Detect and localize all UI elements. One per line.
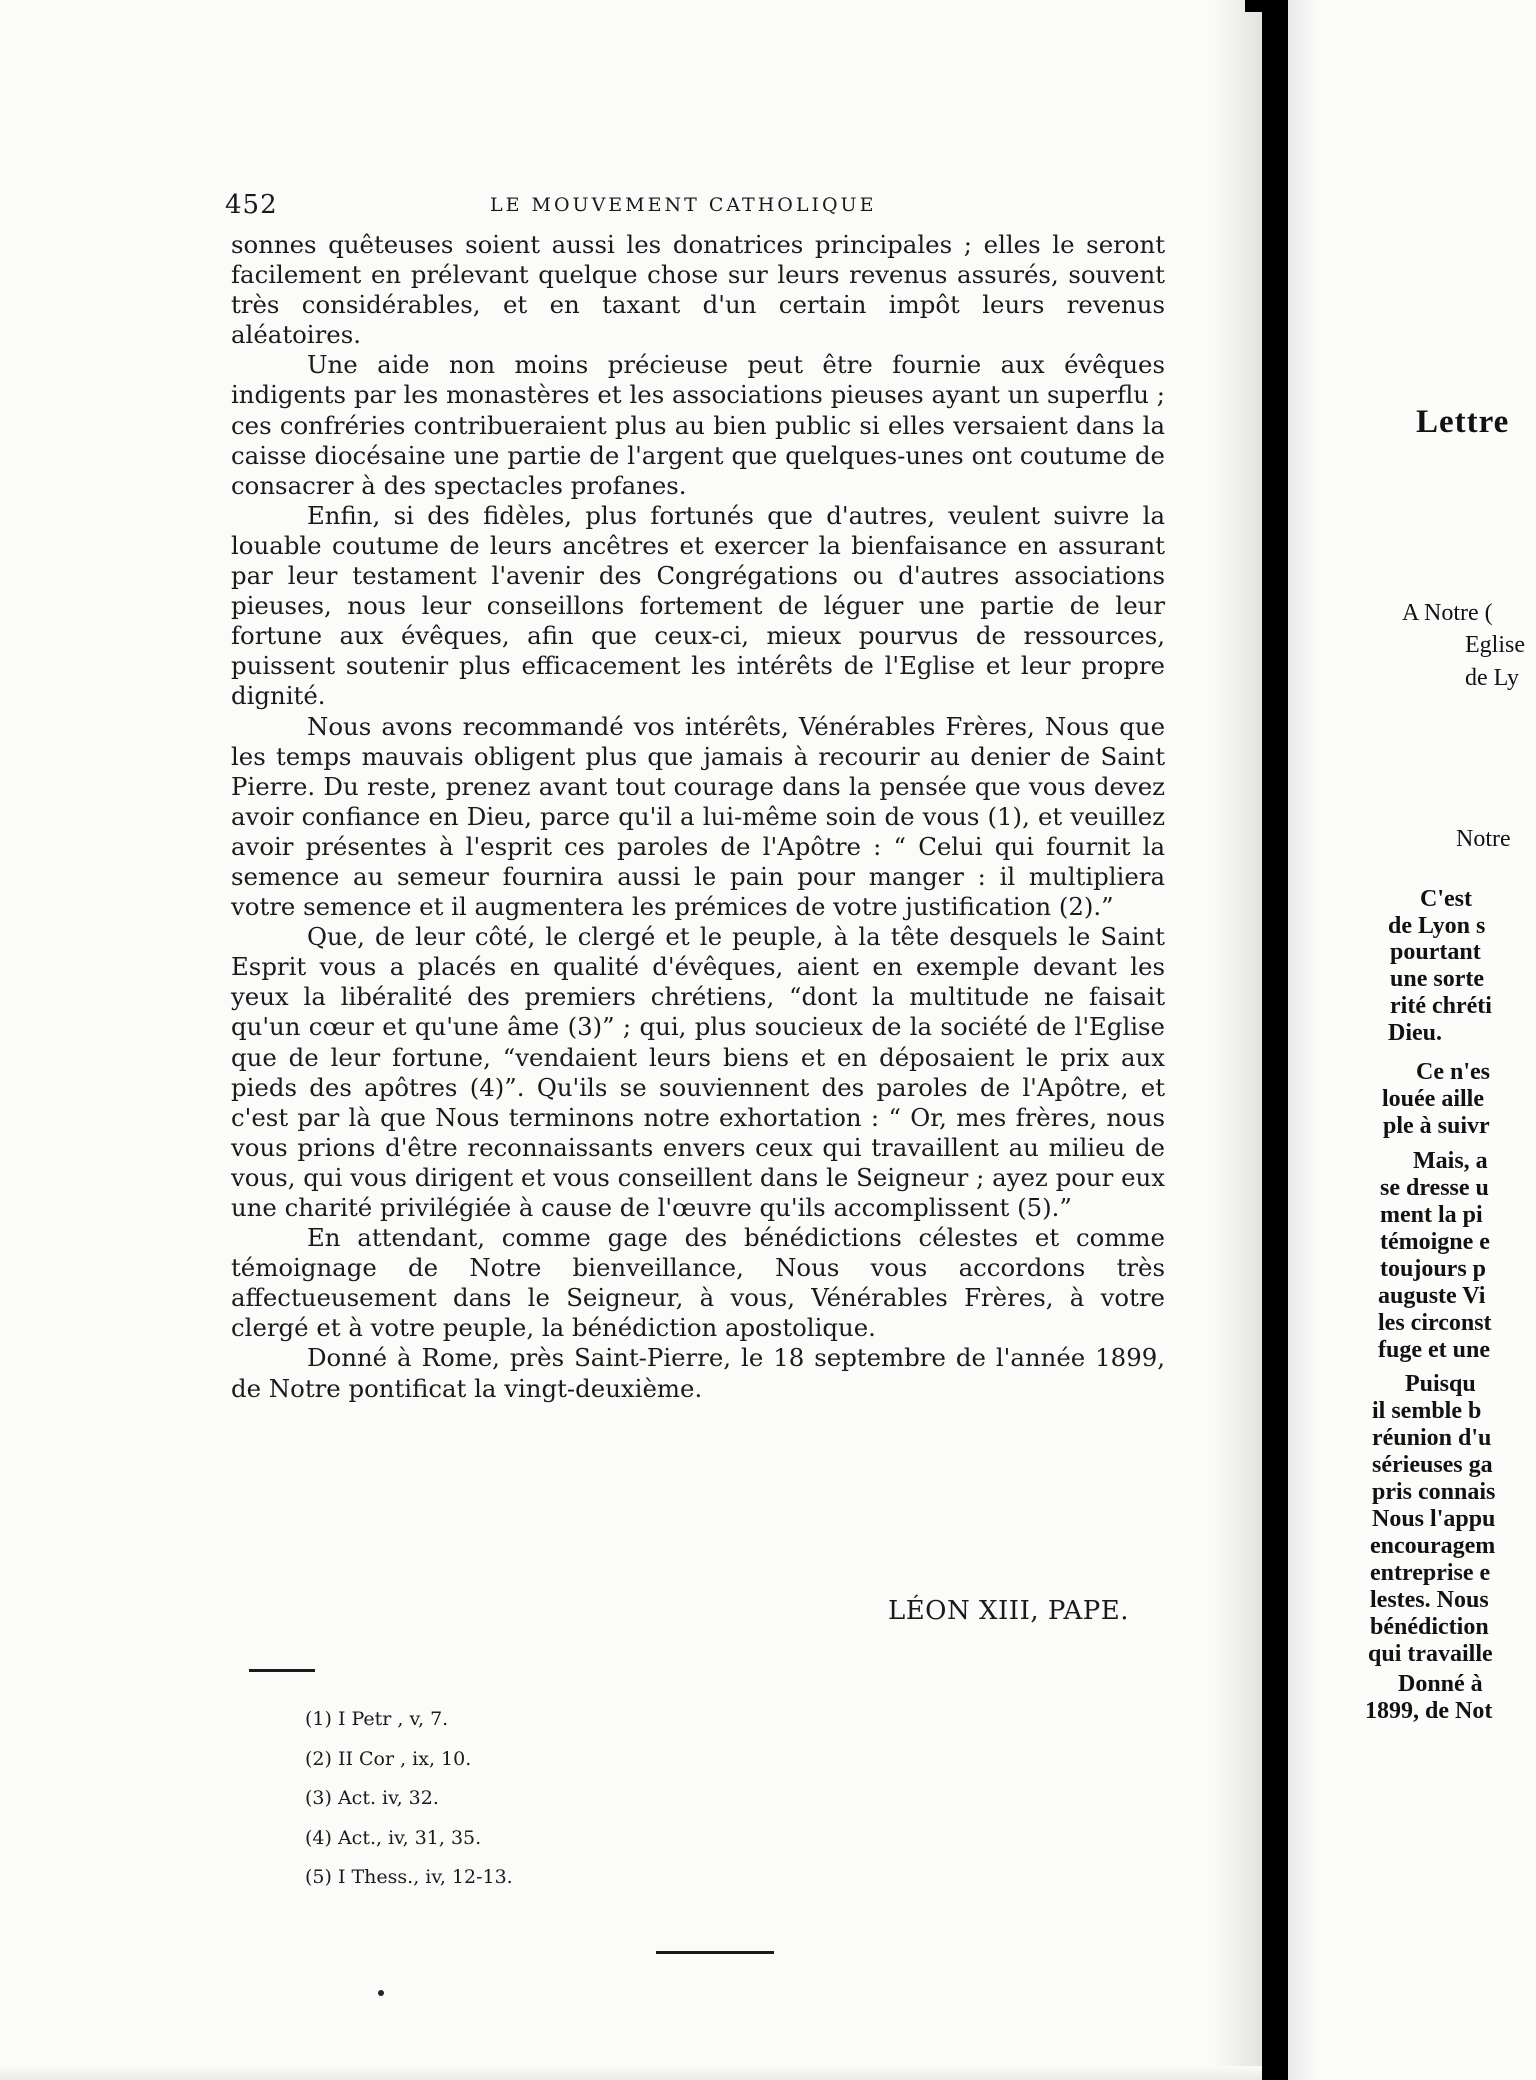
right-page-line: fuge et une	[1378, 1337, 1490, 1363]
running-head: LE MOUVEMENT CATHOLIQUE	[490, 194, 877, 216]
right-page-line: rité chréti	[1390, 993, 1492, 1019]
page-number: 452	[225, 190, 278, 220]
right-page-line: de Lyon s	[1388, 913, 1486, 939]
paragraph: Donné à Rome, près Saint-Pierre, le 18 septembre de l'année 1899, de Notre pontificat la vingt-deuxième.	[231, 1343, 1165, 1403]
paragraph: En attendant, comme gage des bénédictions célestes et comme témoignage de Notre bienveillance, Nous vous accordons très affectueusement dans le Seigneur, à vous, Vénérables Frères, à votre clergé et à votre peuple, la bénédiction apostolique.	[231, 1223, 1165, 1343]
page-bottom-edge	[0, 2066, 1262, 2080]
right-page-line: Donné à	[1398, 1671, 1483, 1697]
footnote: (2) II Cor , ix, 10.	[305, 1747, 472, 1770]
right-page-line: louée aille	[1382, 1086, 1484, 1112]
paragraph: Une aide non moins précieuse peut être fournie aux évêques indigents par les monastères et les associations pieuses ayant un superflu ; ces confréries contribueraient plus au bien public si elles versaient dans la caisse diocésaine une partie de l'argent que quelques-unes ont coutume de consacrer à des spectacles profanes.	[231, 350, 1165, 500]
footnote: (1) I Petr , v, 7.	[305, 1708, 449, 1730]
right-page-line: pris connais	[1372, 1479, 1496, 1505]
right-page-line: Eglise	[1465, 632, 1525, 658]
body-text	[231, 230, 1165, 1404]
right-page-line: Ce n'es	[1416, 1059, 1490, 1085]
right-page-line: entreprise e	[1370, 1560, 1491, 1586]
right-page-line: se dresse u	[1380, 1175, 1489, 1201]
book-gutter	[1262, 0, 1288, 2080]
right-page-line: lestes. Nous	[1370, 1587, 1489, 1613]
right-page-line: Notre	[1456, 826, 1511, 852]
right-page-line: les circonst	[1378, 1310, 1492, 1336]
paragraph: Enfin, si des fidèles, plus fortunés que d'autres, veulent suivre la louable coutume de leurs ancêtres et exercer la bienfaisance en assurant par leur testament l'avenir des Congrégations ou d'autres associations pieuses, nous leur conseillons fortement de léguer une partie de leur fortune aux évêques, afin que ceux-ci, mieux pourvus de ressources, puissent soutenir plus efficacement les intérêts de l'Eglise et leur propre dignité.	[231, 500, 1165, 711]
right-page-line: 1899, de Not	[1365, 1698, 1493, 1724]
right-page-line: Mais, a	[1413, 1148, 1488, 1174]
page-curl-shadow	[1212, 0, 1264, 2080]
right-page-line: ple à suivr	[1383, 1113, 1490, 1139]
footnotes	[305, 1700, 513, 1898]
footnote-rule	[249, 1669, 315, 1672]
paragraph: Que, de leur côté, le clergé et le peuple, à la tête desquels le Saint Esprit vous a placés en qualité d'évêques, aient en exemple devant les yeux la libéralité des premiers chrétiens, “dont la multitude ne faisait qu'un cœur et qu'une âme (3)” ; qui, plus soucieux de la société de l'Eglise que de leur fortune, “vendaient leurs biens et en déposaient le prix aux pieds des apôtres (4)”. Qu'ils se souviennent des paroles de l'Apôtre, et c'est par là que Nous terminons notre exhortation : “ Or, mes frères, nous vous prions d'être reconnaissants envers ceux qui travaillent au milieu de vous, qui vous dirigent et vous conseillent dans le Seigneur ; ayez pour eux une charité privilégiée à cause de l'œuvre qu'ils accomplissent (5).”	[231, 922, 1165, 1222]
right-page-line: sérieuses ga	[1372, 1452, 1493, 1478]
right-page-line: une sorte	[1390, 966, 1484, 992]
right-page-line: ment la pi	[1380, 1202, 1483, 1228]
right-page-line: de Ly	[1465, 665, 1519, 691]
right-page-line: Dieu.	[1388, 1020, 1442, 1046]
paragraph: Nous avons recommandé vos intérêts, Vénérables Frères, Nous que les temps mauvais obligent plus que jamais à recourir au denier de Saint Pierre. Du reste, prenez avant tout courage dans la pensée que vous devez avoir confiance en Dieu, parce qu'il a lui-même soin de vous (1), et veuillez avoir présentes à l'esprit ces paroles de l'Apôtre : “ Celui qui fournit la semence au semeur fournira aussi le pain pour manger : il multipliera votre semence et il augmentera les prémices de votre justification (2).”	[231, 711, 1165, 922]
right-page-line: réunion d'u	[1372, 1425, 1492, 1451]
footnote: (4) Act., iv, 31, 35.	[305, 1826, 482, 1849]
right-page-line: pourtant	[1390, 939, 1481, 965]
right-page-title: Lettre	[1416, 404, 1510, 440]
end-rule	[656, 1951, 774, 1954]
signature: LÉON XIII, PAPE.	[887, 1596, 1129, 1626]
right-page-line: Puisqu	[1405, 1371, 1476, 1397]
footnote: (5) I Thess., iv, 12-13.	[305, 1866, 513, 1888]
right-page-line: qui travaille	[1368, 1641, 1493, 1667]
right-page-line: C'est	[1420, 886, 1472, 912]
right-page-line: toujours p	[1380, 1256, 1487, 1282]
right-page-line: encouragem	[1370, 1533, 1496, 1559]
right-page-line: auguste Vi	[1378, 1283, 1486, 1309]
paragraph: sonnes quêteuses soient aussi les donatrices principales ; elles le seront facilement en prélevant quelque chose sur leurs revenus assurés, souvent très considérables, et en taxant d'un certain impôt leurs revenus aléatoires.	[231, 230, 1165, 350]
right-page-line: il semble b	[1372, 1398, 1482, 1424]
right-page-shadow	[1288, 0, 1318, 2080]
right-page-line: Nous l'appu	[1372, 1506, 1496, 1532]
right-page-line: bénédiction	[1370, 1614, 1489, 1640]
ink-speck	[378, 1990, 384, 1996]
footnote: (3) Act. iv, 32.	[305, 1787, 439, 1809]
right-page-line: témoigne e	[1380, 1229, 1490, 1255]
right-page-line: A Notre (	[1402, 600, 1493, 626]
